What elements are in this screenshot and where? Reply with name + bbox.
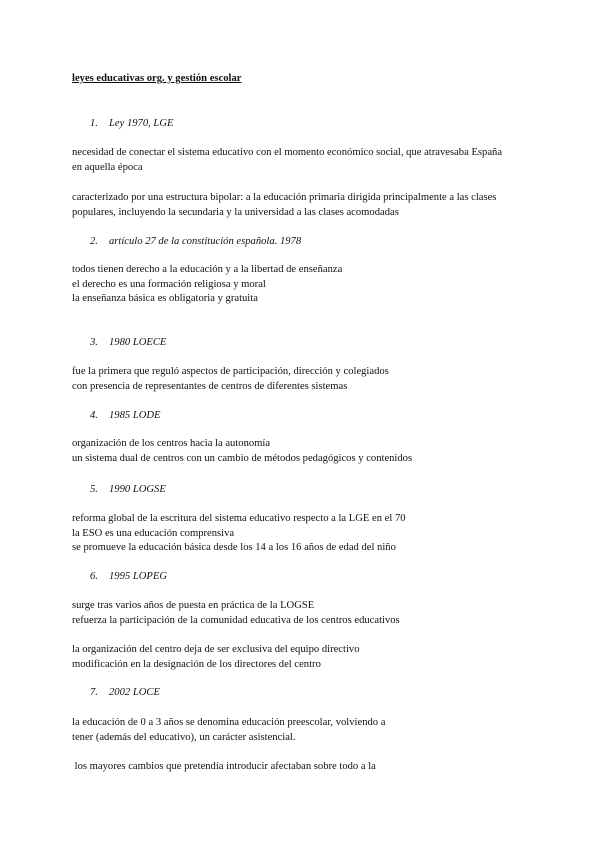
- paragraph: [72, 263, 532, 307]
- section-title: 1980 LOECE: [109, 337, 167, 348]
- section-title: artículo 27 de la constitución española. 1978: [109, 236, 302, 247]
- text-line: en aquella época: [72, 161, 143, 173]
- text-line: la educación de 0 a 3 años se denomina educación preescolar, volviendo a: [72, 717, 386, 728]
- text-line: fue la primera que reguló aspectos de participación, dirección y colegiados: [72, 366, 389, 377]
- text-line: caracterizado por una estructura bipolar: a la educación primaria dirigida principalmente a las clases: [72, 192, 497, 203]
- paragraph: [72, 760, 532, 775]
- paragraph: [72, 643, 532, 672]
- text-line: la ESO es una educación comprensiva: [72, 527, 235, 539]
- text-line: los mayores cambios que pretendía introducir afectaban sobre todo a la: [72, 761, 376, 772]
- text-line: organización de los centros hacia la autonomía: [72, 438, 271, 449]
- text-line: populares, incluyendo la secundaria y la universidad a las clases acomodadas: [72, 206, 399, 218]
- text-line: surge tras varios años de puesta en práctica de la LOGSE: [72, 600, 315, 611]
- text-line: la enseñanza básica es obligatoria y gratuita: [72, 293, 258, 305]
- section-number: 6.: [90, 571, 98, 582]
- section-heading-6: [90, 570, 167, 585]
- paragraph: [72, 146, 532, 175]
- section-title: 2002 LOCE: [109, 687, 160, 698]
- section-title: 1985 LODE: [109, 410, 161, 421]
- text-line: modificación en la designación de los directores del centro: [72, 658, 321, 670]
- section-title: Ley 1970, LGE: [109, 118, 174, 129]
- section-title: 1990 LOGSE: [109, 484, 166, 495]
- section-heading-2: [90, 235, 301, 250]
- paragraph: [72, 716, 532, 745]
- section-number: 2.: [90, 236, 98, 247]
- section-heading-5: [90, 483, 166, 498]
- text-line: reforma global de la escritura del sistema educativo respecto a la LGE en el 70: [72, 513, 406, 524]
- section-title: 1995 LOPEG: [109, 571, 167, 582]
- document-title: leyes educativas org. y gestión escolar: [72, 73, 242, 84]
- section-heading-1: [90, 117, 173, 132]
- text-line: tener (además del educativo), un carácter asistencial.: [72, 731, 296, 743]
- text-line: la organización del centro deja de ser exclusiva del equipo directivo: [72, 644, 360, 655]
- section-number: 7.: [90, 687, 98, 698]
- paragraph: [72, 365, 532, 394]
- text-line: necesidad de conectar el sistema educativo con el momento económico social, que atravesaba España: [72, 147, 503, 158]
- section-heading-3: [90, 336, 166, 351]
- paragraph: [72, 191, 532, 220]
- section-number: 3.: [90, 337, 98, 348]
- section-number: 4.: [90, 410, 98, 421]
- text-line: refuerza la participación de la comunidad educativa de los centros educativos: [72, 614, 400, 626]
- section-heading-4: [90, 409, 161, 424]
- paragraph: [72, 599, 532, 628]
- section-number: 5.: [90, 484, 98, 495]
- text-line: un sistema dual de centros con un cambio de métodos pedagógicos y contenidos: [72, 452, 413, 464]
- paragraph: [72, 437, 532, 466]
- text-line: todos tienen derecho a la educación y a la libertad de enseñanza: [72, 264, 343, 275]
- text-line: con presencia de representantes de centros de diferentes sistemas: [72, 380, 348, 392]
- text-line: se promueve la educación básica desde los 14 a los 16 años de edad del niño: [72, 542, 396, 554]
- text-line: el derecho es una formación religiosa y moral: [72, 278, 266, 290]
- section-heading-7: [90, 686, 160, 701]
- section-number: 1.: [90, 118, 98, 129]
- paragraph: [72, 512, 532, 556]
